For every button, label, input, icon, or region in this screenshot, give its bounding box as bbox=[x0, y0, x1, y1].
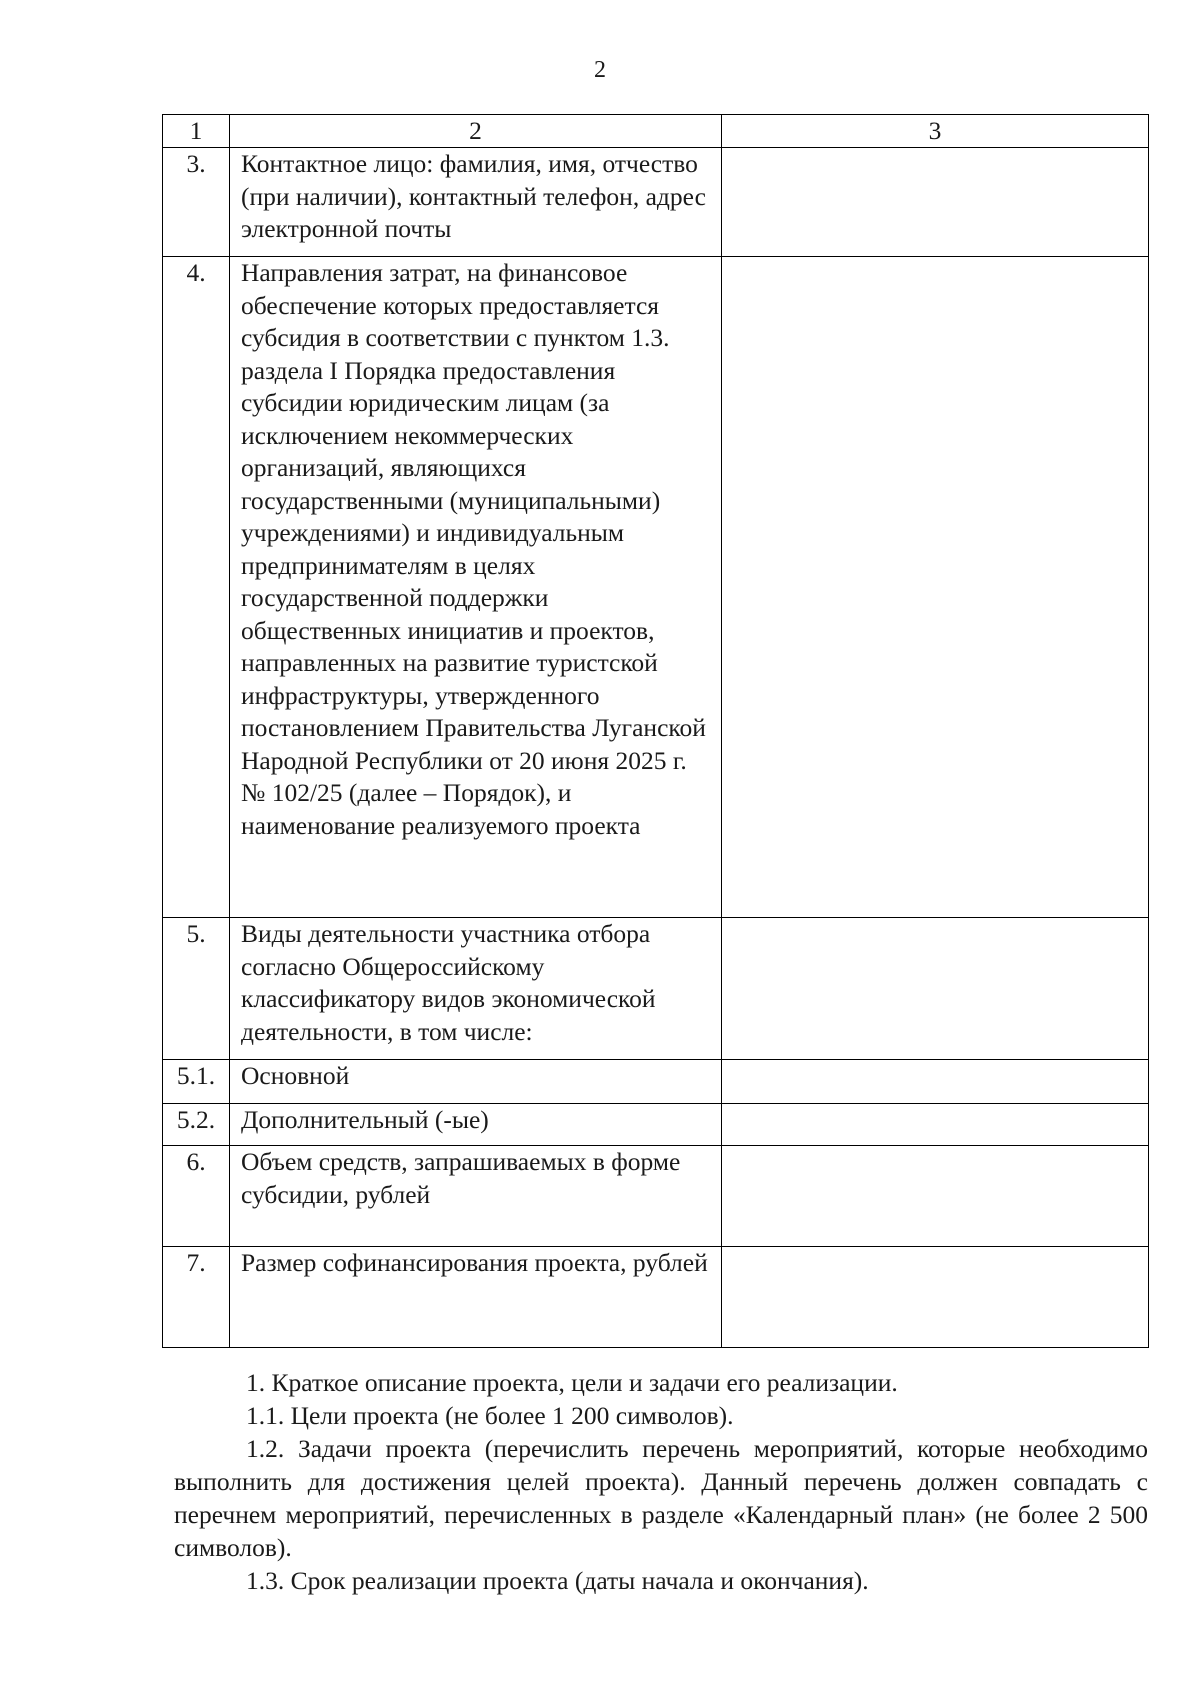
table-row bbox=[163, 1146, 1149, 1247]
paragraph-1: 1. Краткое описание проекта, цели и задачи его реализации. bbox=[246, 1368, 898, 1397]
paragraph-1-3: 1.3. Срок реализации проекта (даты начала и окончания). bbox=[246, 1566, 869, 1595]
header-col-1: 1 bbox=[163, 115, 230, 148]
table-row bbox=[163, 1060, 1149, 1104]
row-value-cell[interactable] bbox=[722, 1247, 1149, 1348]
row-description: Контактное лицо: фамилия, имя, отчество (при наличии), контактный телефон, адрес электронной почты bbox=[230, 148, 722, 257]
project-description-section bbox=[174, 1366, 1148, 1597]
table-row bbox=[163, 918, 1149, 1060]
table-row bbox=[163, 148, 1149, 257]
row-value-cell[interactable] bbox=[722, 148, 1149, 257]
row-number: 5.1. bbox=[163, 1060, 230, 1104]
row-value-cell[interactable] bbox=[722, 1104, 1149, 1146]
row-description: Объем средств, запрашиваемых в форме субсидии, рублей bbox=[230, 1146, 722, 1247]
row-value-cell[interactable] bbox=[722, 1146, 1149, 1247]
table-row bbox=[163, 257, 1149, 918]
table-row bbox=[163, 1104, 1149, 1146]
table-row bbox=[163, 1247, 1149, 1348]
row-value-cell[interactable] bbox=[722, 918, 1149, 1060]
row-number: 5. bbox=[163, 918, 230, 1060]
row-description: Дополнительный (-ые) bbox=[230, 1104, 722, 1146]
row-value-cell[interactable] bbox=[722, 1060, 1149, 1104]
application-form-table bbox=[162, 114, 1149, 1348]
row-value-cell[interactable] bbox=[722, 257, 1149, 918]
row-number: 7. bbox=[163, 1247, 230, 1348]
paragraph-1-2: 1.2. Задачи проекта (перечислить перечень мероприятий, которые необходимо выполнить для достижения целей проекта). Данный перечень должен совпадать с перечнем мероприятий, перечисленных в разделе «Календарный план» (не более 2 500 символов). bbox=[174, 1434, 1148, 1562]
row-number: 5.2. bbox=[163, 1104, 230, 1146]
row-description: Виды деятельности участника отбора согласно Общероссийскому классификатору видов экономической деятельности, в том числе: bbox=[230, 918, 722, 1060]
header-col-3: 3 bbox=[722, 115, 1149, 148]
row-number: 4. bbox=[163, 257, 230, 918]
row-description: Основной bbox=[230, 1060, 722, 1104]
row-number: 3. bbox=[163, 148, 230, 257]
row-description: Размер софинансирования проекта, рублей bbox=[230, 1247, 722, 1348]
page-number: 2 bbox=[594, 57, 606, 83]
header-col-2: 2 bbox=[230, 115, 722, 148]
table-header-row bbox=[163, 115, 1149, 148]
row-description: Направления затрат, на финансовое обеспечение которых предоставляется субсидия в соответствии с пунктом 1.3. раздела I Порядка предоставления субсидии юридическим лицам (за исключением некоммерческих организаций, являющихся государственными (муниципальными) учреждениями) и индивидуальным предпринимателям в целях государственной поддержки общественных инициатив и проектов, направленных на развитие туристской инфраструктуры, утвержденного постановлением Правительства Луганской Народной Республики от 20 июня 2025 г. № 102/25 (далее – Порядок), и наименование реализуемого проекта bbox=[230, 257, 722, 918]
row-number: 6. bbox=[163, 1146, 230, 1247]
paragraph-1-1: 1.1. Цели проекта (не более 1 200 символов). bbox=[246, 1401, 734, 1430]
